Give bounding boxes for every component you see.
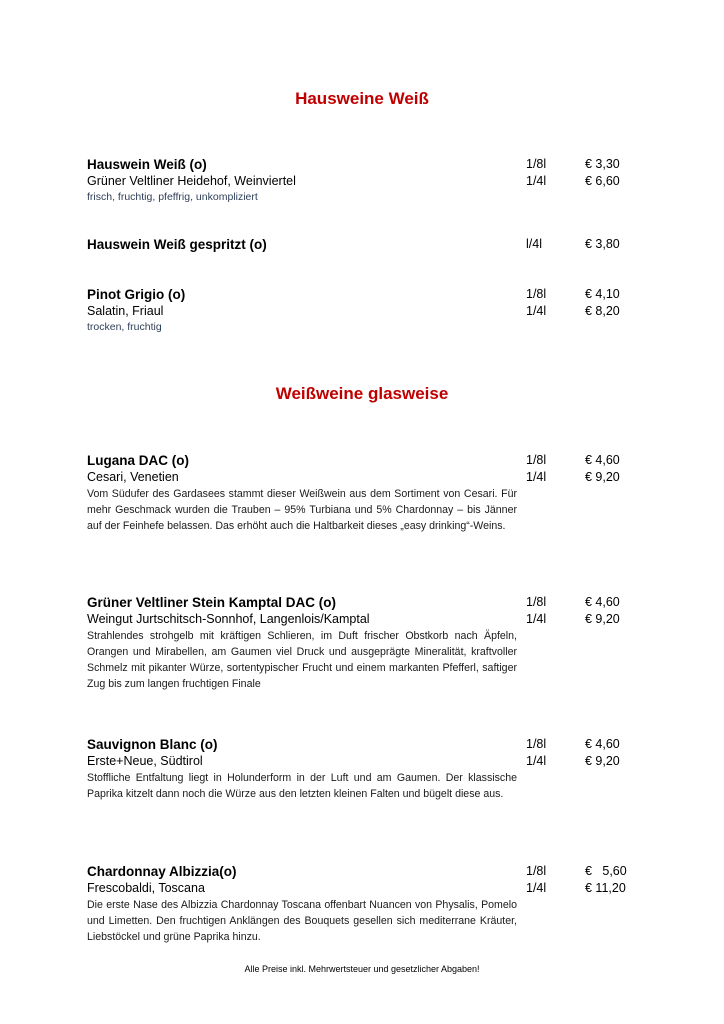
- wine-producer: Weingut Jurtschitsch-Sonnhof, Langenlois/Kamptal: [87, 612, 370, 626]
- wine-description: Stoffliche Entfaltung liegt in Holunderform in der Luft und am Gaumen. Der klassische Paprika kitzelt dann noch die Würze aus den letzten kleinen Falten und bügelt diese aus.: [87, 772, 517, 800]
- wine-quantity: 1/4l: [526, 612, 547, 626]
- wine-quantity: 1/4l: [526, 304, 547, 318]
- section-title-hausweine: Hausweine Weiß: [295, 89, 429, 108]
- wine-name: Lugana DAC (o): [87, 453, 189, 468]
- wine-name: Chardonnay Albizzia(o): [87, 864, 237, 879]
- wine-description: Vom Südufer des Gardasees stammt dieser Weißwein aus dem Sortiment von Cesari. Für mehr Geschmack wurden die Trauben – 95% Turbiana und 5% Chardonnay – bis Jänner auf der Feinhefe belassen. Das erhöht auch die Haltbarkeit dieses „easy drinking“-Weins.: [87, 488, 517, 532]
- wine-name: Grüner Veltliner Stein Kamptal DAC (o): [87, 595, 337, 610]
- wine-quantity: 1/8l: [526, 737, 547, 751]
- wine-producer: Frescobaldi, Toscana: [87, 881, 205, 895]
- wine-quantity: 1/8l: [526, 864, 547, 878]
- wine-note: trocken, fruchtig: [87, 321, 162, 333]
- wine-price: € 4,60: [585, 453, 620, 467]
- wine-price: € 5,60: [585, 864, 627, 878]
- wine-name: Hauswein Weiß (o): [87, 157, 207, 172]
- wine-producer: Cesari, Venetien: [87, 470, 179, 484]
- wine-price: € 9,20: [585, 612, 620, 626]
- wine-price: € 8,20: [585, 304, 620, 318]
- wine-name: Hauswein Weiß gespritzt (o): [87, 237, 267, 252]
- wine-quantity: 1/4l: [526, 754, 547, 768]
- wine-price: € 4,60: [585, 595, 620, 609]
- wine-item: [87, 286, 637, 335]
- wine-description: Strahlendes strohgelb mit kräftigen Schlieren, im Duft frischer Obstkorb nach Äpfeln, Orangen und Mirabellen, am Gaumen viel Druck und ausgeprägte Mineralität, kraftvoller Schmelz mit pikanter Würze, sortentypischer Frucht und einem markanten Pfefferl, saftiger Zug bis zum langen fruchtigen Finale: [87, 630, 517, 690]
- wine-quantity: 1/8l: [526, 453, 547, 467]
- wine-price: € 3,30: [585, 157, 620, 171]
- section-title-weissweine: Weißweine glasweise: [275, 384, 449, 403]
- wine-quantity: 1/4l: [526, 470, 547, 484]
- wine-quantity: 1/4l: [526, 881, 547, 895]
- wine-note: frisch, fruchtig, pfeffrig, unkompliziert: [87, 191, 258, 203]
- wine-item: [87, 452, 637, 534]
- wine-item: [87, 863, 637, 945]
- wine-item: [87, 736, 637, 802]
- wine-producer: Erste+Neue, Südtirol: [87, 754, 203, 768]
- wine-price: € 9,20: [585, 754, 620, 768]
- wine-price: € 9,20: [585, 470, 620, 484]
- wine-price: € 11,20: [585, 881, 626, 895]
- wine-price: € 3,80: [585, 237, 620, 251]
- wine-price: € 4,60: [585, 737, 620, 751]
- wine-price: € 4,10: [585, 287, 620, 301]
- wine-quantity: l/4l: [526, 237, 542, 251]
- wine-item: [87, 594, 637, 692]
- wine-producer: Salatin, Friaul: [87, 304, 164, 318]
- wine-name: Pinot Grigio (o): [87, 287, 186, 302]
- wine-name: Sauvignon Blanc (o): [87, 737, 218, 752]
- wine-quantity: 1/8l: [526, 595, 547, 609]
- wine-producer: Grüner Veltliner Heidehof, Weinviertel: [87, 174, 296, 188]
- wine-description: Die erste Nase des Albizzia Chardonnay Toscana offenbart Nuancen von Physalis, Pomelo und Limetten. Den fruchtigen Anklängen des Bouquets gesellen sich mediterrane Kräuter, Liebstöckel und grüne Paprika hinzu.: [87, 899, 517, 943]
- footer-note: Alle Preise inkl. Mehrwertsteuer und gesetzlicher Abgaben!: [244, 964, 480, 974]
- wine-quantity: 1/4l: [526, 174, 547, 188]
- wine-quantity: 1/8l: [526, 157, 547, 171]
- wine-price: € 6,60: [585, 174, 620, 188]
- wine-item: [87, 236, 637, 253]
- wine-quantity: 1/8l: [526, 287, 547, 301]
- wine-item: [87, 156, 637, 205]
